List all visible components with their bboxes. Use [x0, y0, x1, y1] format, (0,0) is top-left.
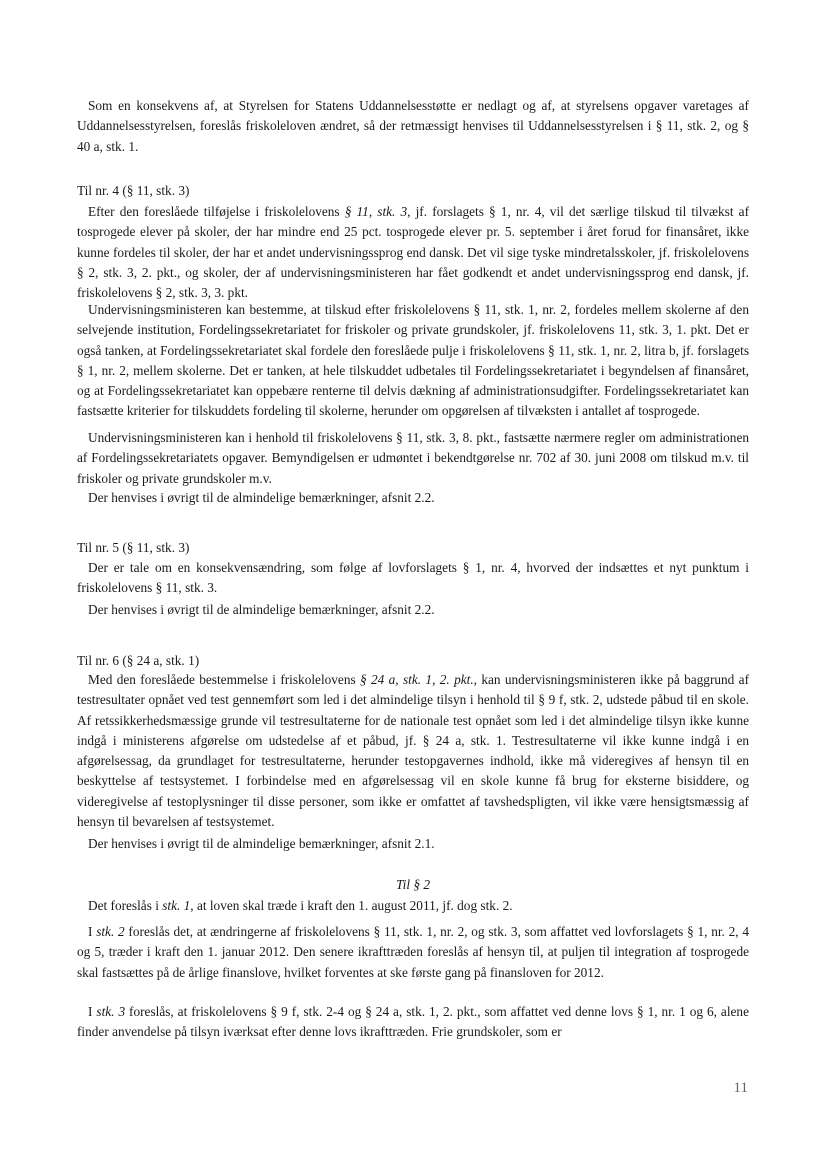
section-heading-nr6: Til nr. 6 (§ 24 a, stk. 1) [77, 653, 200, 668]
section6-p1-text-a: Med den foreslåede bestemmelse i friskolelovens [88, 672, 361, 687]
section-heading-par2: Til § 2 [396, 877, 430, 892]
section-heading-nr4: Til nr. 4 (§ 11, stk. 3) [77, 183, 190, 198]
par2-paragraph-3 [77, 1002, 749, 1043]
par2-p3-reference: stk. 3 [96, 1004, 126, 1019]
section4-p1-text-b: jf. forslagets § 1, nr. 4, vil det særlige tilskud til tilvækst af tosprogede elever på skoler, der har mindre end 25 pct. tosprogede elever pr. 5. september i året forud for finansåret, ikke kunne fordeles til skoler, der har et andet undervisningssprog end dansk. Det vil sige tyske mindretalsskoler, jf. friskolelovens § 2, stk. 3, 2. pkt., og skoler, der af undervisningsministeren har fået godkendt et andet undervisningssprog end dansk, jf. friskolelovens § 2, stk. 3, 3. pkt. [77, 204, 749, 301]
par2-p1-text-b: , at loven skal træde i kraft den 1. august 2011, jf. dog stk. 2. [190, 898, 513, 913]
section4-paragraph-3: Undervisningsministeren kan i henhold til friskolelovens § 11, stk. 3, 8. pkt., fastsætte nærmere regler om administrationen af Fordelingssekretariatets opgaver. Bemyndigelsen er udmøntet i bekendtgørelse nr. 702 af 30. juni 2008 om tilskud m.v. til friskoler og private grundskoler m.v. [77, 430, 749, 486]
page-number: 11 [733, 1080, 748, 1096]
section4-p1-text-a: Efter den foreslåede tilføjelse i friskolelovens [88, 204, 345, 219]
section4-paragraph-1 [77, 202, 749, 303]
section6-p1-reference: § 24 a, stk. 1, 2. pkt., [360, 672, 477, 687]
par2-p1-text-a: Det foreslås i [88, 898, 163, 913]
section4-paragraph-2: Undervisningsministeren kan bestemme, at tilskud efter friskolelovens § 11, stk. 1, nr. 2, fordeles mellem skolerne af den selvejende institution, Fordelingssekretariatet for friskoler og private grundskoler, jf. friskolelovens 11, stk. 3, 1. pkt. Det er også tanken, at Fordelingssekretariatet skal fordele den foreslåede pulje i friskolelovens § 11, stk. 1, nr. 2, litra b, jf. forslagets § 1, nr. 2, mellem skolerne. Det er tanken, at hele tilskuddet udbetales til Fordelingssekretariatet i begyndelsen af finansåret, og at Fordelingssekretariatet kan oppebære renterne til delvis dækning af administrationsudgifter. Fordelingssekretariatet kan fastsætte kriterier for tilskuddets fordeling til skolerne, herunder om opgørelsen af tilvæksten i antallet af tosprogede. [77, 302, 749, 419]
par2-p2-text-b: foreslås det, at ændringerne af friskolelovens § 11, stk. 1, nr. 2, og stk. 3, som affattet ved lovforslagets § 1, nr. 2, 4 og 5, træder i kraft den 1. januar 2012. Den senere ikrafttræden foreslås af hensyn til, at puljen til integration af tosprogede skal fastsættes på de årlige finanslove, hvilket forventes at ske første gang på finansloven for 2012. [77, 924, 749, 980]
section4-paragraph-4: Der henvises i øvrigt til de almindelige bemærkninger, afsnit 2.2. [88, 490, 435, 505]
par2-p3-text-b: foreslås, at friskolelovens § 9 f, stk. 2-4 og § 24 a, stk. 1, 2. pkt., som affattet ved denne lovs § 1, nr. 1 og 6, alene finder anvendelse på tilsyn iværksat efter denne lovs ikrafttræden. Frie grundskoler, som er [77, 1004, 749, 1040]
section-heading-nr5: Til nr. 5 (§ 11, stk. 3) [77, 540, 190, 555]
par2-paragraph-2 [77, 922, 749, 983]
section6-paragraph-1 [77, 670, 749, 832]
intro-paragraph: Som en konsekvens af, at Styrelsen for Statens Uddannelsesstøtte er nedlagt og af, at styrelsens opgaver varetages af Uddannelsesstyrelsen, foreslås friskoleloven ændret, så der retmæssigt henvises til Uddannelsesstyrelsen i § 11, stk. 2, og § 40 a, stk. 1. [77, 98, 749, 154]
section5-paragraph-2: Der henvises i øvrigt til de almindelige bemærkninger, afsnit 2.2. [88, 602, 435, 617]
section4-p1-reference: § 11, stk. 3, [344, 204, 411, 219]
section6-p1-text-b: kan undervisningsministeren ikke på baggrund af testresultater opnået ved test gennemført som led i det almindelige tilsyn i henhold til § 9 f, stk. 2, udstede påbud til en skole. Af retssikkerhedsmæssige grunde vil testresultaterne for de nationale test opnået som led i det almindelige tilsyn ikke kunne indgå i ministerens afgørelse om udstedelse af et påbud, jf. § 24 a, stk. 1. Testresultaterne vil ikke kunne indgå i en afgørelsessag, da grundlaget for testresultaterne, herunder testopgavernes indhold, ikke må videregives af hensyn til en beskyttelse af testsystemet. I forbindelse med en afgørelsessag vil en skole kunne få brug for eksterne bisiddere, og videregivelse af testoplysninger til disse personer, som ikke er omfattet af tavshedspligten, vil ikke være hensigtsmæssig af hensyn til bevarelsen af testsystemet. [77, 672, 749, 830]
par2-p3-text-a: I [88, 1004, 97, 1019]
par2-paragraph-1 [77, 896, 749, 916]
section6-paragraph-2: Der henvises i øvrigt til de almindelige bemærkninger, afsnit 2.1. [88, 836, 435, 851]
par2-p2-reference: stk. 2 [96, 924, 125, 939]
section5-paragraph-1: Der er tale om en konsekvensændring, som følge af lovforslagets § 1, nr. 4, hvorved der indsættes et nyt punktum i friskolelovens § 11, stk. 3. [77, 560, 749, 596]
par2-p2-text-a: I [88, 924, 97, 939]
par2-p1-reference: stk. 1 [162, 898, 191, 913]
